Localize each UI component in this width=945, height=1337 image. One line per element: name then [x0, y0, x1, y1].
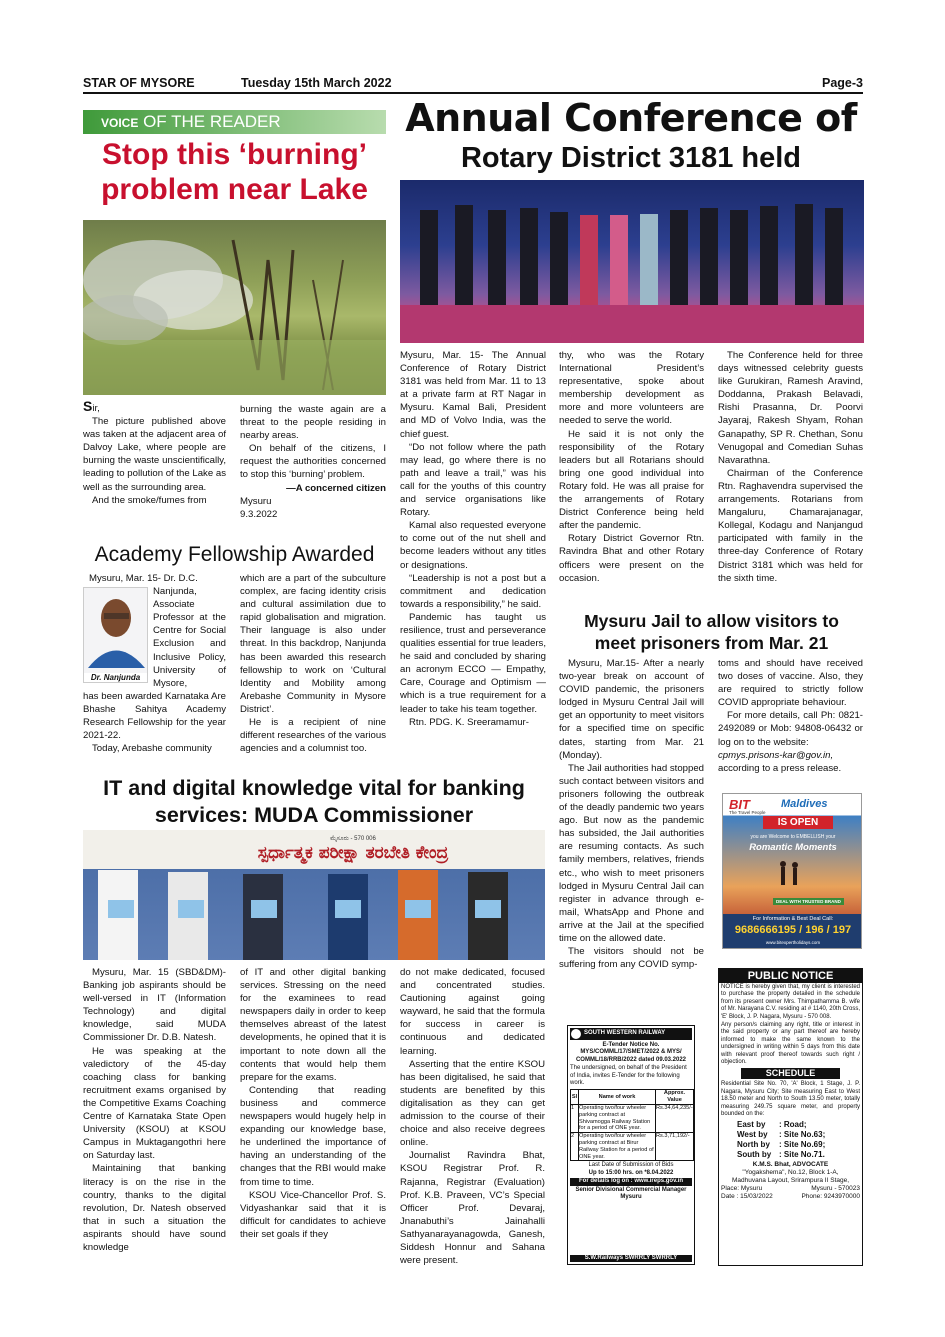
couple-silhouette [723, 856, 862, 916]
voice-dropcap: S [83, 398, 93, 414]
banking-para: Maintaining that banking literacy is on the rise in the country, thanks to the digital revolution, Dr. Natesh observed that in such a situation the aspirants should have sound knowledge [83, 1163, 226, 1253]
rotary-para: Mysuru, Mar. 15- The Annual Conference of Rotary District 3181 was held from Mar. 11 to 13 at a private farm at RT Nagar in Mysuru. Kamal Bali, President and MD of Volvo India, was the chief guest. [400, 350, 546, 440]
issue-date: Tuesday 15th March 2022 [241, 76, 392, 90]
rotary-para: thy, who was the Rotary International President’s representative, spoke about membership development as more and more volunteers are needed to serve the world. [559, 350, 704, 427]
railway-org: SOUTH WESTERN RAILWAY [584, 1030, 666, 1037]
page-number: Page-3 [822, 76, 863, 90]
portrait-caption: Dr. Nanjunda [84, 673, 147, 682]
notice-place-right: Mysuru - 570023 [811, 1184, 860, 1192]
notice-place-row [719, 1185, 862, 1193]
railway-table-head [571, 1090, 694, 1105]
banking-para: Asserting that the entire KSOU has been digitalised, he said that students are benefited by this digitalisation as they can get admission to the course of their choice and also receive degrees online. [400, 1058, 545, 1149]
banking-col-2 [240, 966, 386, 1241]
railway-body: The undersigned, on behalf of the President of India, invites E-Tender for the following work. [570, 1065, 687, 1087]
bound-value: : Site No.69; [779, 1139, 826, 1149]
voice-para: And the smoke/fumes from [92, 494, 207, 506]
academy-headline: Academy Fellowship Awarded [94, 543, 375, 566]
bound-row [737, 1130, 860, 1140]
railway-td: Rs.34,64,235/- [656, 1105, 694, 1133]
burning-lake-photo [83, 220, 386, 395]
banking-para: do not make dedicated, focused and concentrated studies. Cautioning against going wayward, he said that the formula for success in career is continuous and dedicated learning. [400, 967, 545, 1057]
railway-th: Approx. Value [656, 1090, 694, 1105]
voice-place: Mysuru [240, 495, 272, 507]
voice-para: On behalf of the citizens, I request the authorities concerned to stop this ‘burning’ problem. [240, 443, 386, 481]
railway-lastdate: Last Date of Submission of Bids [588, 1162, 674, 1169]
academy-lead: Nanjunda, Associate Professor at the Centre for Social Exclusion and Inclusive Policy, University of Mysore, [153, 586, 226, 689]
rotary-stage-scene [400, 180, 864, 343]
maldives-ad [722, 793, 862, 949]
bound-value: : Road; [779, 1119, 807, 1129]
notice-date-row [719, 1193, 862, 1201]
notice-title: PUBLIC NOTICE [719, 969, 862, 983]
ad-line-maldives: Maldives [781, 798, 828, 810]
voice-headline-line1: Stop this ‘burning’ [102, 138, 367, 171]
ad-info: For Information & Best Deal Call: [752, 916, 834, 922]
voice-col-2 [240, 403, 386, 521]
railway-details-link[interactable]: For details log on : www.ireps.gov.in [570, 1178, 692, 1185]
jail-headline-line2: meet prisoners from Mar. 21 [594, 633, 829, 653]
ksou-event-photo [83, 830, 545, 960]
notice-body: NOTICE is hereby given that, my client is interested to purchase the property detailed in the schedule from its present owner Mrs. Thimpathamma B. wife of Mr. Narayana C.V. residing at # 1140, 20th Cross, 'E' Block, J. P. Nagara, Mysuru - 570 008. [721, 984, 860, 1020]
notice-bounds [719, 1119, 862, 1161]
academy-para: has been awarded Karnataka Are Bhashe Sahitya Academy Research Fellowship for the year 2021-22. [83, 690, 226, 742]
railway-table-row [571, 1105, 694, 1133]
railway-emblem-icon [571, 1029, 581, 1039]
academy-col-1 [83, 572, 226, 755]
page-header [83, 76, 863, 94]
railway-td: 1 [571, 1105, 579, 1133]
rotary-headline [398, 98, 864, 175]
notice-address-1: "Yogakshema", No.12, Block 1-A, [742, 1168, 839, 1176]
banking-headline-line1: IT and digital knowledge vital for banking [103, 776, 525, 800]
ad-phone: 9686666195 / 196 / 197 [734, 924, 852, 936]
bound-label: East by [737, 1119, 766, 1129]
voice-para: burning the waste again are a threat to the people residing in nearby areas. [240, 404, 386, 442]
public-notice [718, 968, 863, 1266]
railway-td: Operating two/four wheeler parking contract at Birur Railway Station for a period of ONE year. [579, 1133, 654, 1160]
bound-row [737, 1120, 860, 1130]
voice-col-1 [83, 400, 226, 507]
railway-table [570, 1089, 694, 1161]
rotary-col-2 [559, 349, 704, 585]
notice-address-2: Madhuvana Layout, Srirampura II Stage, [731, 1176, 850, 1184]
banking-para: Mysuru, Mar. 15 (SBD&DM)- Banking job aspirants should be well-versed in IT (Information Technology) and digital knowledge, said MUDA Commissioner Dr. D.B. Natesh. [83, 967, 226, 1044]
banking-headline [83, 775, 545, 829]
ksou-banner-small: ಮೈಸೂರು - 570 006 [330, 836, 376, 842]
burning-scene [83, 220, 386, 395]
notice-advocate-block [719, 1161, 862, 1185]
bound-label: South by [737, 1149, 772, 1159]
jail-col-2 [718, 657, 863, 775]
ksou-banner [193, 836, 513, 863]
bound-row [737, 1140, 860, 1150]
voice-sigdate: 9.3.2022 [240, 508, 278, 520]
railway-table-row [571, 1133, 694, 1161]
rotary-para: “Do not follow where the path may lead, go where there is no path and leave a trail,” was his call for the youths of this country and service organisations like Rotary. [400, 441, 546, 519]
railway-tender-title: E-Tender Notice No. [602, 1042, 660, 1048]
notice-date: Date : 15/03/2022 [721, 1192, 773, 1200]
railway-officer: Senior Divisional Commercial Manager [575, 1186, 687, 1193]
ad-brand-sub: The Travel People [729, 810, 766, 815]
railway-td: 2 [571, 1133, 579, 1161]
banking-col-3 [400, 966, 545, 1267]
academy-para: Today, Arebashe community [92, 743, 212, 755]
notice-advocate: K.M.S. Bhat, ADVOCATE [752, 1160, 829, 1168]
rotary-headline-line2: Rotary District 3181 held [460, 141, 802, 174]
railway-td: Operating two/four wheeler parking contract at Shivamogga Railway Station for a period of ONE year. [579, 1105, 656, 1133]
railway-th: Name of work [579, 1090, 656, 1105]
rotary-para: Pandemic has taught us resilience, trust and perseverance qualities essential for true leaders, he said and concluded by sharing an acronym ECCO — Empathy, Care, Courage and Optimism — which is a true requirement for a leader to take his team together. [400, 611, 546, 715]
rotary-para: The Conference held for three days witnessed celebrity guests like Gurukiran, Ramesh Aravind, Doddanna, Prakash Belavadi, Rishi Prasanna, Dr. Poorvi Jayaraj, Rakesh Shyam, Rohan Ganapathy, SP R. Chethan, Sonu Venugopal and Comedian Suhas Navarathna. [718, 350, 863, 466]
railway-lastdate-2: Up to 15:00 hrs. on *8.04.2022 [588, 1169, 674, 1176]
railway-logo-row [570, 1028, 692, 1040]
jail-col-1 [559, 657, 704, 971]
banking-headline-line2: services: MUDA Commissioner [154, 803, 474, 827]
railway-td: Rs.3,71,192/- [656, 1133, 694, 1161]
ad-line-open: IS OPEN [763, 816, 833, 829]
voice-headline [83, 138, 386, 207]
voice-kicker-bold: VOICE [101, 116, 139, 130]
rotary-conference-photo [400, 180, 864, 343]
notice-place: Place: Mysuru [721, 1184, 763, 1192]
bound-label: North by [737, 1139, 770, 1149]
academy-para: which are a part of the subculture complex, are facing identity crisis and cultural assimilation due to rapid globalisation and migration. Their language is also under threat. In this backdrop, Nanjunda has been awarded this research fellowship to work on ‘Cultural Identity and Mobility among Arebashe Community in Mysore District’. [240, 573, 386, 715]
banking-para: KSOU Vice-Chancellor Prof. S. Vidyashankar said that it is difficult for candidates to achieve their set goals if they [240, 1189, 386, 1240]
rotary-para: Kamal also requested everyone to come out of the nut shell and become leaders without any titles or designations. [400, 520, 546, 571]
paper-name: STAR OF MYSORE [83, 76, 195, 90]
banking-para: of IT and other digital banking services. Stressing on the need for the examinees to read newspapers daily in order to keep themselves abreast of the latest developments, he opined that it is important to note down all the contents that would help them prepare for the exams. [240, 967, 386, 1083]
jail-para: toms and should have received two doses of vaccine. Also, they are required to strictly follow COVID appropriate behaviour. [718, 658, 863, 709]
voice-signature: —A concerned citizen [286, 482, 386, 494]
jail-para-end: according to a press release. [718, 762, 842, 774]
railway-tender [567, 1025, 695, 1265]
academy-para: He is a recipient of nine different researches of the various agencies and a columnist too. [240, 717, 386, 755]
ad-web: www.bitexpertholidays.com [765, 940, 821, 945]
ad-line-welcome: you are Welcome to EMBELLISH your [750, 834, 836, 840]
banking-para: He was speaking at the valedictory of the 45-day coaching class for banking recruitment exams organised by the Competitive Exams Coaching Centre of Karnataka State Open University (KSOU) at KSOU Campus in Muktagangothri here on Saturday last. [83, 1045, 226, 1162]
ad-line-romantic: Romantic Moments [749, 842, 837, 853]
notice-schedule-title: SCHEDULE [741, 1068, 840, 1079]
jail-para: The Jail authorities had stopped such contact between visitors and prisoners following the outbreak of the deadly pandemic two years ago. But now as the pandemic has subsided, the Jail authorities are resuming contacts. As such family members, relatives, friends etc., who wish to meet prisoners lodged in Mysuru Central Jail can register in advance through e-mail, WhatsApp and Phone and arrive at the Jail at the specified time on the allowed date. [559, 762, 704, 944]
jail-para: Mysuru, Mar.15- After a nearly two-year break on account of COVID pandemic, the prisoners lodged in Mysuru Central Jail will get an opportunity to meet visitors for a specified time on specific dates, starting from Mar. 21 (Monday). [559, 658, 704, 761]
voice-headline-line2: problem near Lake [101, 172, 368, 206]
rotary-para: He said it is not only the responsibility of the Rotary leaders but all Rotarians should bring one good individual into Rotary fold. He was all praise for the arrangements of Rotary District Conference being held after the pandemic. [559, 428, 704, 532]
ad-brand-logo: BIT [729, 797, 750, 812]
rotary-para: Rotary District Governor Rtn. Ravindra Bhat and other Rotary officers were present on the occasion. [559, 533, 704, 584]
notice-body-2: Any person/s claiming any right, title or interest in the said property or any part thereof are hereby informed to make the same known to the undersigned in writing within 5 days from this date with relevant proof thereof towards such right / objection. [721, 1022, 860, 1066]
rotary-col-1 [400, 349, 546, 729]
voice-salutation: ir, [92, 403, 100, 414]
jail-para: The visitors should not be suffering from any COVID symp- [559, 946, 704, 971]
railway-refs: MYS/COMML/17/SMET/2022 & MYS/ COMML/18/RRB/2022 dated 09.03.2022 [575, 1049, 687, 1063]
bound-label: West by [737, 1129, 768, 1139]
jail-headline [559, 610, 864, 654]
academy-lead: Mysuru, Mar. 15- Dr. D.C. [89, 573, 198, 584]
notice-phone: Phone: 9243970000 [801, 1192, 860, 1200]
voice-kicker-rest: OF THE READER [143, 112, 281, 131]
railway-city: Mysuru [620, 1194, 642, 1201]
voice-kicker [83, 110, 386, 134]
academy-col-2 [240, 572, 386, 755]
railway-th: Sl [571, 1090, 579, 1105]
banking-para: Journalist Ravindra Bhat, KSOU Registrar Prof. R. Rajanna, Registrar (Evaluation) Prof. K.B. Praveen, VC’s Special Officer Prof. Devaraj, Jnanabuthi’s Jainahalli Sathyanarayanagowda, Ganesh, Siddesh Honnur and Sahana were present. [400, 1150, 545, 1267]
bound-row [737, 1150, 860, 1160]
bound-value: : Site No.71. [779, 1149, 825, 1159]
railway-footer: S.W.Railways SWRRLY SWRRLY [570, 1255, 692, 1262]
rotary-para: Rtn. PDG. K. Sreeramamur- [409, 716, 529, 728]
voice-para: The picture published above was taken at the adjacent area of Dalvoy Lake, where people are burning the waste unscientifically, leading to pollution of the Lake as well as the surrounding area. [83, 416, 226, 493]
bound-value: : Site No.63; [779, 1129, 826, 1139]
banking-para: Contending that reading business and commerce newspapers would hugely help in expanding our knowledge base, he underlined the importance of having an understanding of the changes that the RBI would make from time to time. [240, 1084, 386, 1188]
rotary-headline-line1: Annual Conference of [405, 96, 857, 140]
rotary-para: Chairman of the Conference Rtn. Raghavendra supervised the arrangements. Rotarians from Mangaluru, Chamarajanagar, Kollegal, Kodagu and Nanjangud participated with family in the three-day Conference of Rotary District 3181 which was held for the sixth time. [718, 467, 863, 584]
banking-col-1 [83, 966, 226, 1254]
jail-website: cpmys.prisons-kar@gov.in, [718, 749, 834, 761]
jail-headline-line1: Mysuru Jail to allow visitors to [584, 611, 839, 631]
ksou-banner-text: ಸ್ಪರ್ಧಾತ್ಮಕ ಪರೀಕ್ಷಾ ತರಬೇತಿ ಕೇಂದ್ರ [257, 843, 449, 863]
ad-badge: DEAL WITH TRUSTED BRAND [773, 898, 844, 905]
rotary-para: “Leadership is not a post but a commitment and dedication towards a responsibility,” he said. [400, 572, 546, 610]
notice-schedule: Residential Site No. 70, 'A' Block, 1 Stage, J. P. Nagara, Mysuru City; Site measuring East to West 18.50 meter and North to South 13.50 meter, totally measuring 249.75 square meter, and property bounded on the: [721, 1081, 860, 1118]
jail-para: For more details, call Ph: 0821-2492089 or Mob: 94808-06432 or log on to the website: [718, 710, 863, 748]
rotary-col-3 [718, 349, 863, 585]
